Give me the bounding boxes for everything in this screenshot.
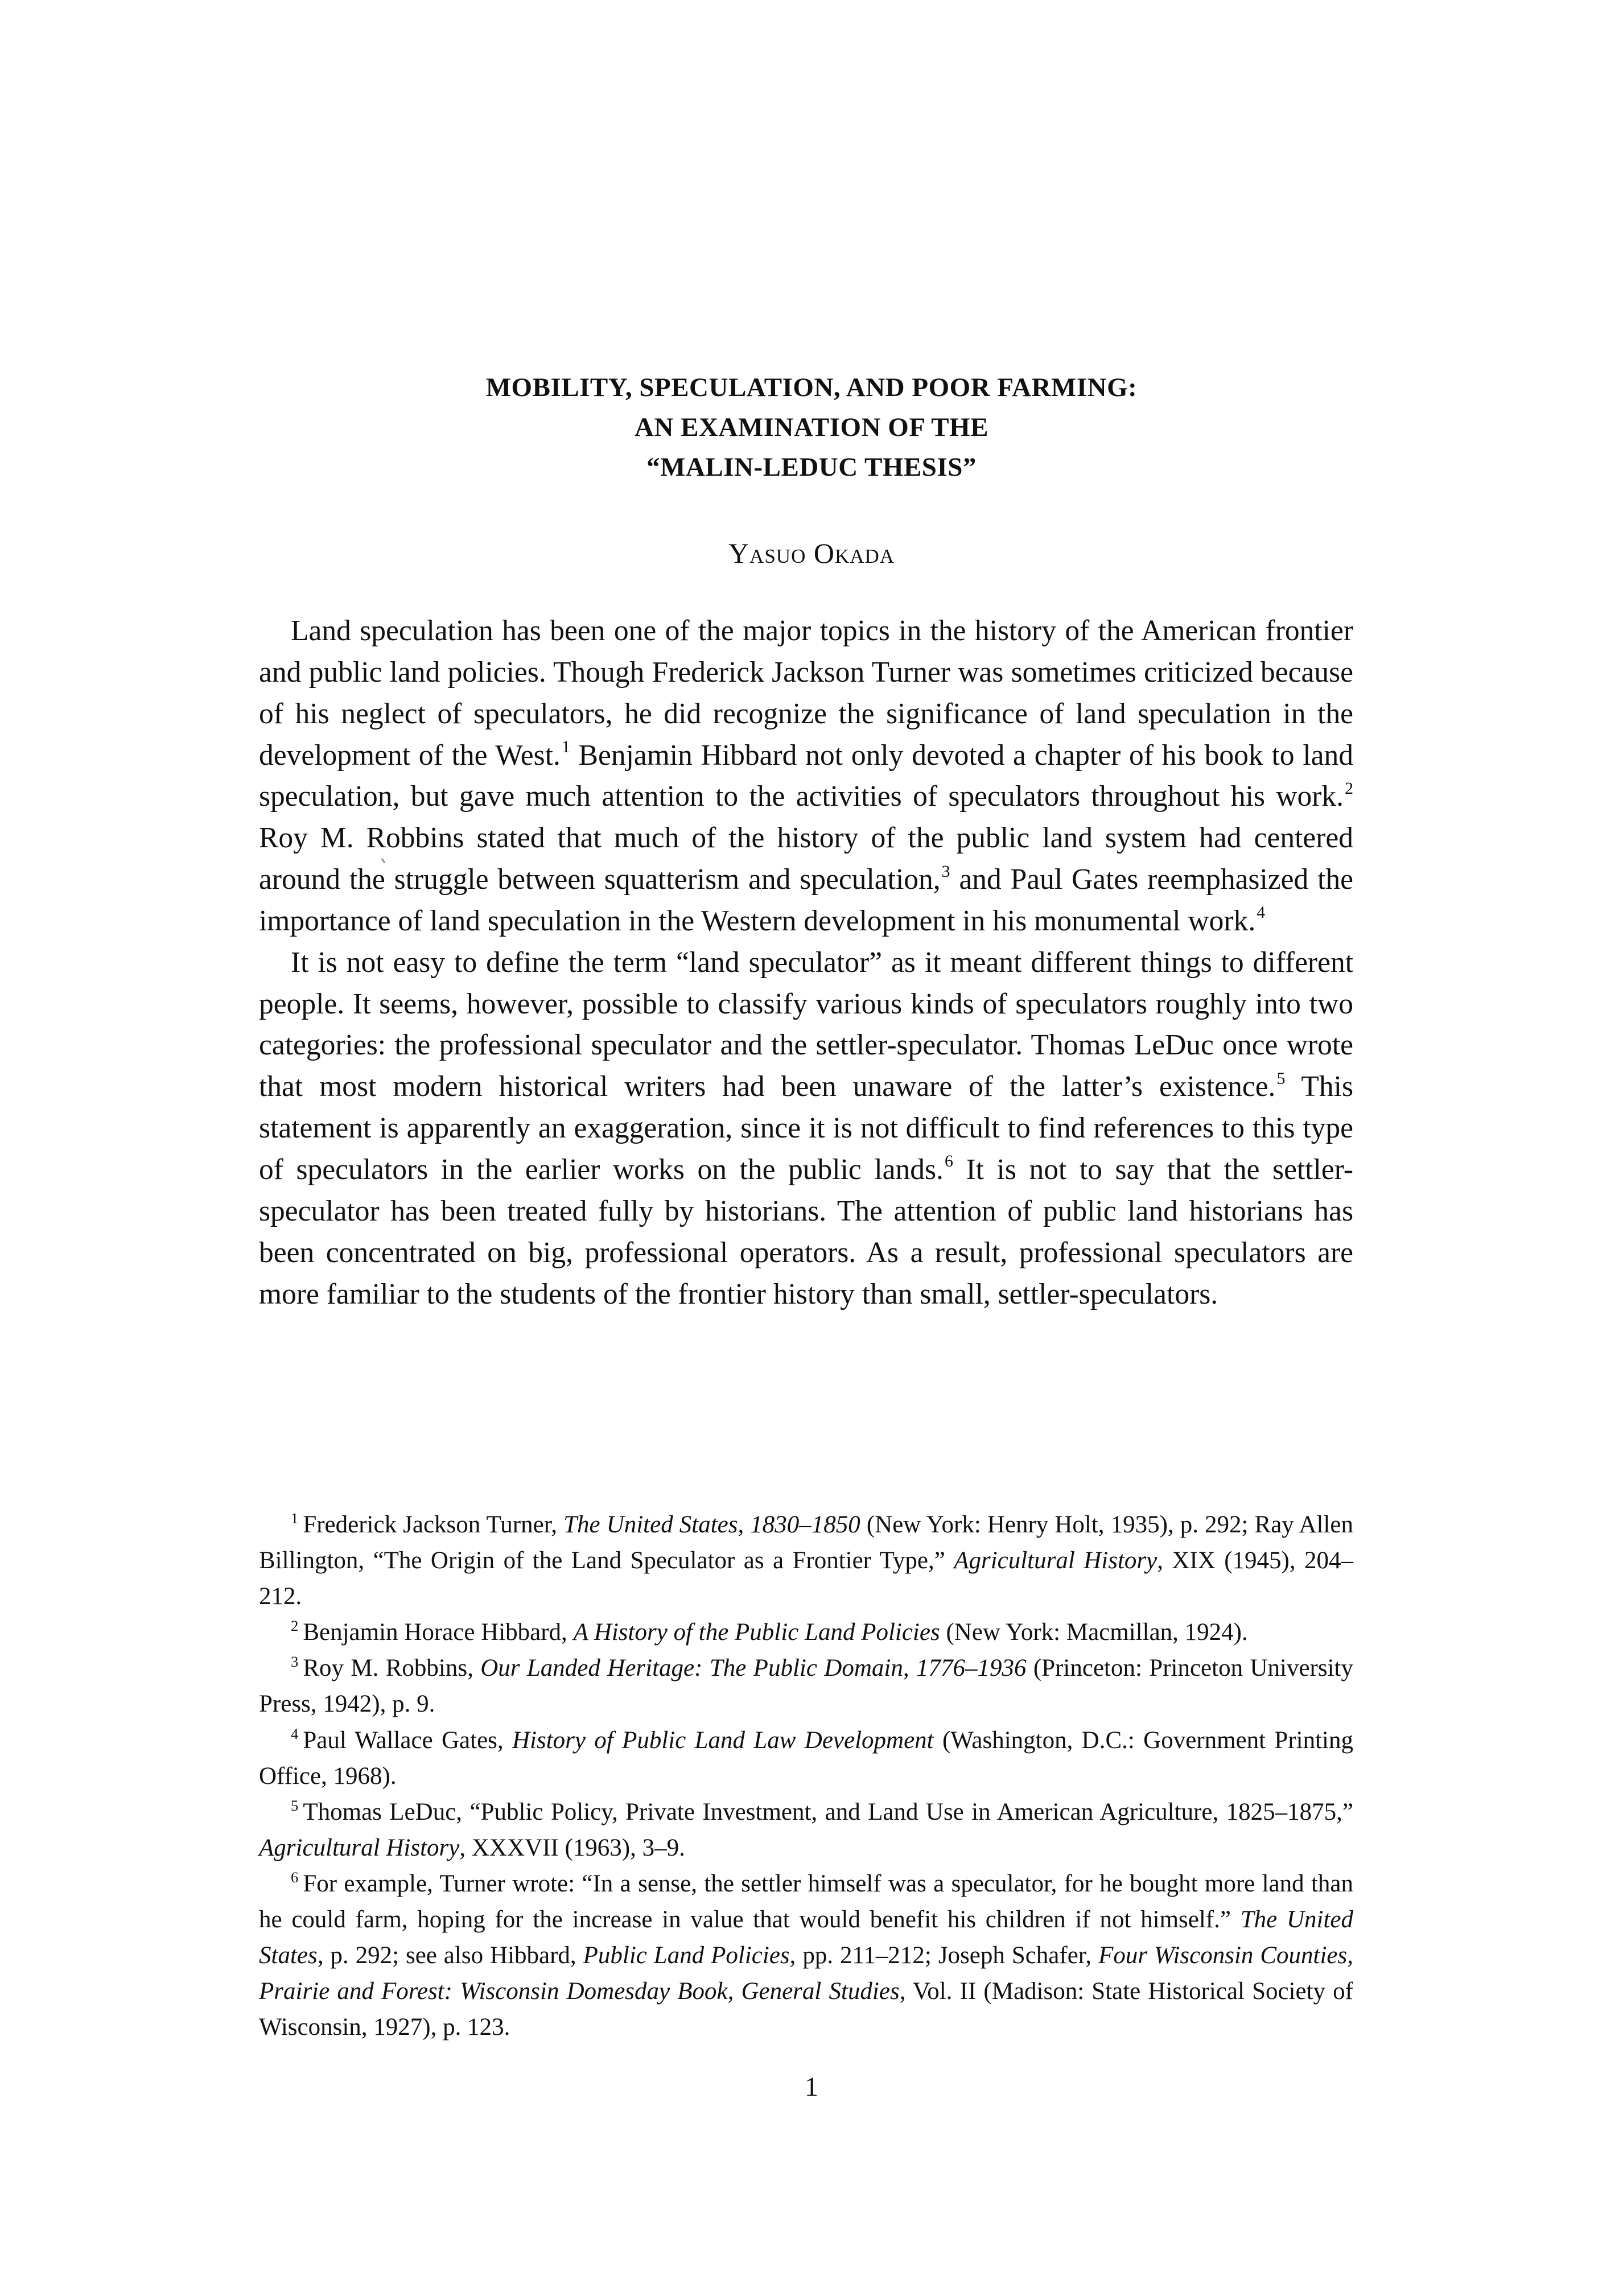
italic-title: The United States [259, 1906, 1353, 1969]
footnote-reference-2[interactable]: 2 [1345, 778, 1353, 798]
footnote-4 [259, 1722, 1353, 1794]
footnote-reference-4[interactable]: 4 [1257, 903, 1266, 922]
footnote-text: , p. 292; see also Hibbard, [317, 1942, 583, 1969]
page-number: 1 [805, 2072, 818, 2102]
footnote-text: , XIX (1945), 204–212. [259, 1547, 1353, 1610]
footnote-1 [259, 1507, 1353, 1614]
paragraph-text: and Paul Gates reemphasized the importance of land speculation in the Western development in his monumental work. [259, 863, 1353, 937]
footnote-text: Benjamin Horace Hibbard, [303, 1619, 574, 1646]
title-line-1: MOBILITY, SPECULATION, AND POOR FARMING: [485, 373, 1138, 402]
paragraph-text: It is not to say that the settler-speculator has been treated fully by historians. The attention of public land historians has been concentrated on big, professional operators. As a result, professional speculators are more familiar to the students of the frontier history than small, settler-speculators. [259, 1153, 1353, 1310]
footnote-text: , XXXVII (1963), 3–9. [459, 1834, 685, 1861]
paragraph-text: This statement is apparently an exaggeration, since it is not difficult to find references to this type of speculators in the earlier works on the public lands. [259, 1070, 1353, 1186]
title-line-3: “MALIN-LEDUC THESIS” [646, 452, 977, 482]
footnote-number: 6 [291, 1868, 299, 1886]
footnote-text: Thomas LeDuc, “Public Policy, Private Investment, and Land Use in American Agriculture, 1825–1875,” [303, 1798, 1353, 1825]
author-byline: Yasuo Okada [728, 537, 895, 569]
footnote-text: Paul Wallace Gates, [303, 1726, 512, 1754]
footnote-text: Roy M. Robbins, [303, 1655, 481, 1682]
footnote-3 [259, 1650, 1353, 1722]
footnote-text: Frederick Jackson Turner, [303, 1511, 564, 1538]
body-paragraph-2 [259, 942, 1353, 1316]
article-body [259, 611, 1353, 1315]
footnote-text: (Washington, D.C.: Government Printing Office, 1968). [259, 1726, 1354, 1790]
footnote-text: For example, Turner wrote: “In a sense, the settler himself was a speculator, for he bought more land than he could farm, hoping for the increase in value that would benefit his children if not himself.” [259, 1870, 1353, 1934]
italic-title: The United States, 1830–1850 [563, 1511, 860, 1538]
italic-title: Our Landed Heritage: The Public Domain, 1776–1936 [480, 1655, 1027, 1682]
footnote-reference-3[interactable]: 3 [941, 861, 950, 881]
paragraph-text: Roy M. Robbins stated that much of the history of the public land system had centered around the struggle between squatterism and speculation, [259, 822, 1353, 896]
title-line-2: AN EXAMINATION OF THE [635, 413, 988, 442]
footnote-number: 3 [291, 1653, 299, 1671]
paragraph-text: Benjamin Hibbard not only devoted a chapter of his book to land speculation, but gave much attention to the activities of speculators throughout his work. [259, 739, 1353, 813]
footnote-number: 5 [291, 1796, 299, 1814]
footnote-text: , pp. 211–212; Joseph Schafer, [789, 1942, 1099, 1969]
footnote-reference-1[interactable]: 1 [561, 737, 570, 757]
footnote-text: (Princeton: Princeton University Press, 1942), p. 9. [259, 1655, 1353, 1718]
article-title [0, 368, 1623, 487]
footnote-reference-5[interactable]: 5 [1276, 1069, 1286, 1088]
footnote-reference-6[interactable]: 6 [944, 1152, 953, 1171]
italic-title: Agricultural History [259, 1834, 460, 1861]
body-paragraph-1 [259, 611, 1353, 942]
italic-title: Public Land Policies [583, 1942, 790, 1969]
italic-title: History of Public Land Law Development [512, 1726, 934, 1754]
footnote-text: (New York: Henry Holt, 1935), p. 292; Ray Allen Billington, “The Origin of the Land Speculator as a Frontier Type,” [259, 1511, 1354, 1574]
footnote-number: 4 [291, 1725, 299, 1742]
footnote-number: 1 [291, 1510, 299, 1527]
italic-title: A History of the Public Land Policies [573, 1619, 940, 1646]
italic-title: Agricultural History [954, 1547, 1157, 1574]
footnote-2 [259, 1614, 1353, 1650]
footnote-text: , Vol. II (Madison: State Historical Society of Wisconsin, 1927), p. 123. [259, 1978, 1353, 2041]
footnote-number: 2 [291, 1617, 299, 1635]
paragraph-text: It is not easy to define the term “land speculator” as it meant different things to different people. It seems, however, possible to classify various kinds of speculators roughly into two categories: the professional speculator and the settler-speculator. Thomas LeDuc once wrote that most modern historical writers had been unaware of the latter’s existence. [259, 946, 1353, 1103]
footnotes-section [259, 1507, 1353, 2045]
footnote-6 [259, 1866, 1353, 2045]
footnote-text: (New York: Macmillan, 1924). [940, 1619, 1248, 1646]
paragraph-text: Land speculation has been one of the major topics in the history of the American frontier and public land policies. Though Frederick Jackson Turner was sometimes criticized because of his neglect of speculators, he did recognize the significance of land speculation in the development of the West. [259, 615, 1353, 772]
footnote-5 [259, 1794, 1353, 1866]
italic-title: Four Wisconsin Counties, Prairie and Forest: Wisconsin Domesday Book, General Studies [259, 1942, 1353, 2005]
